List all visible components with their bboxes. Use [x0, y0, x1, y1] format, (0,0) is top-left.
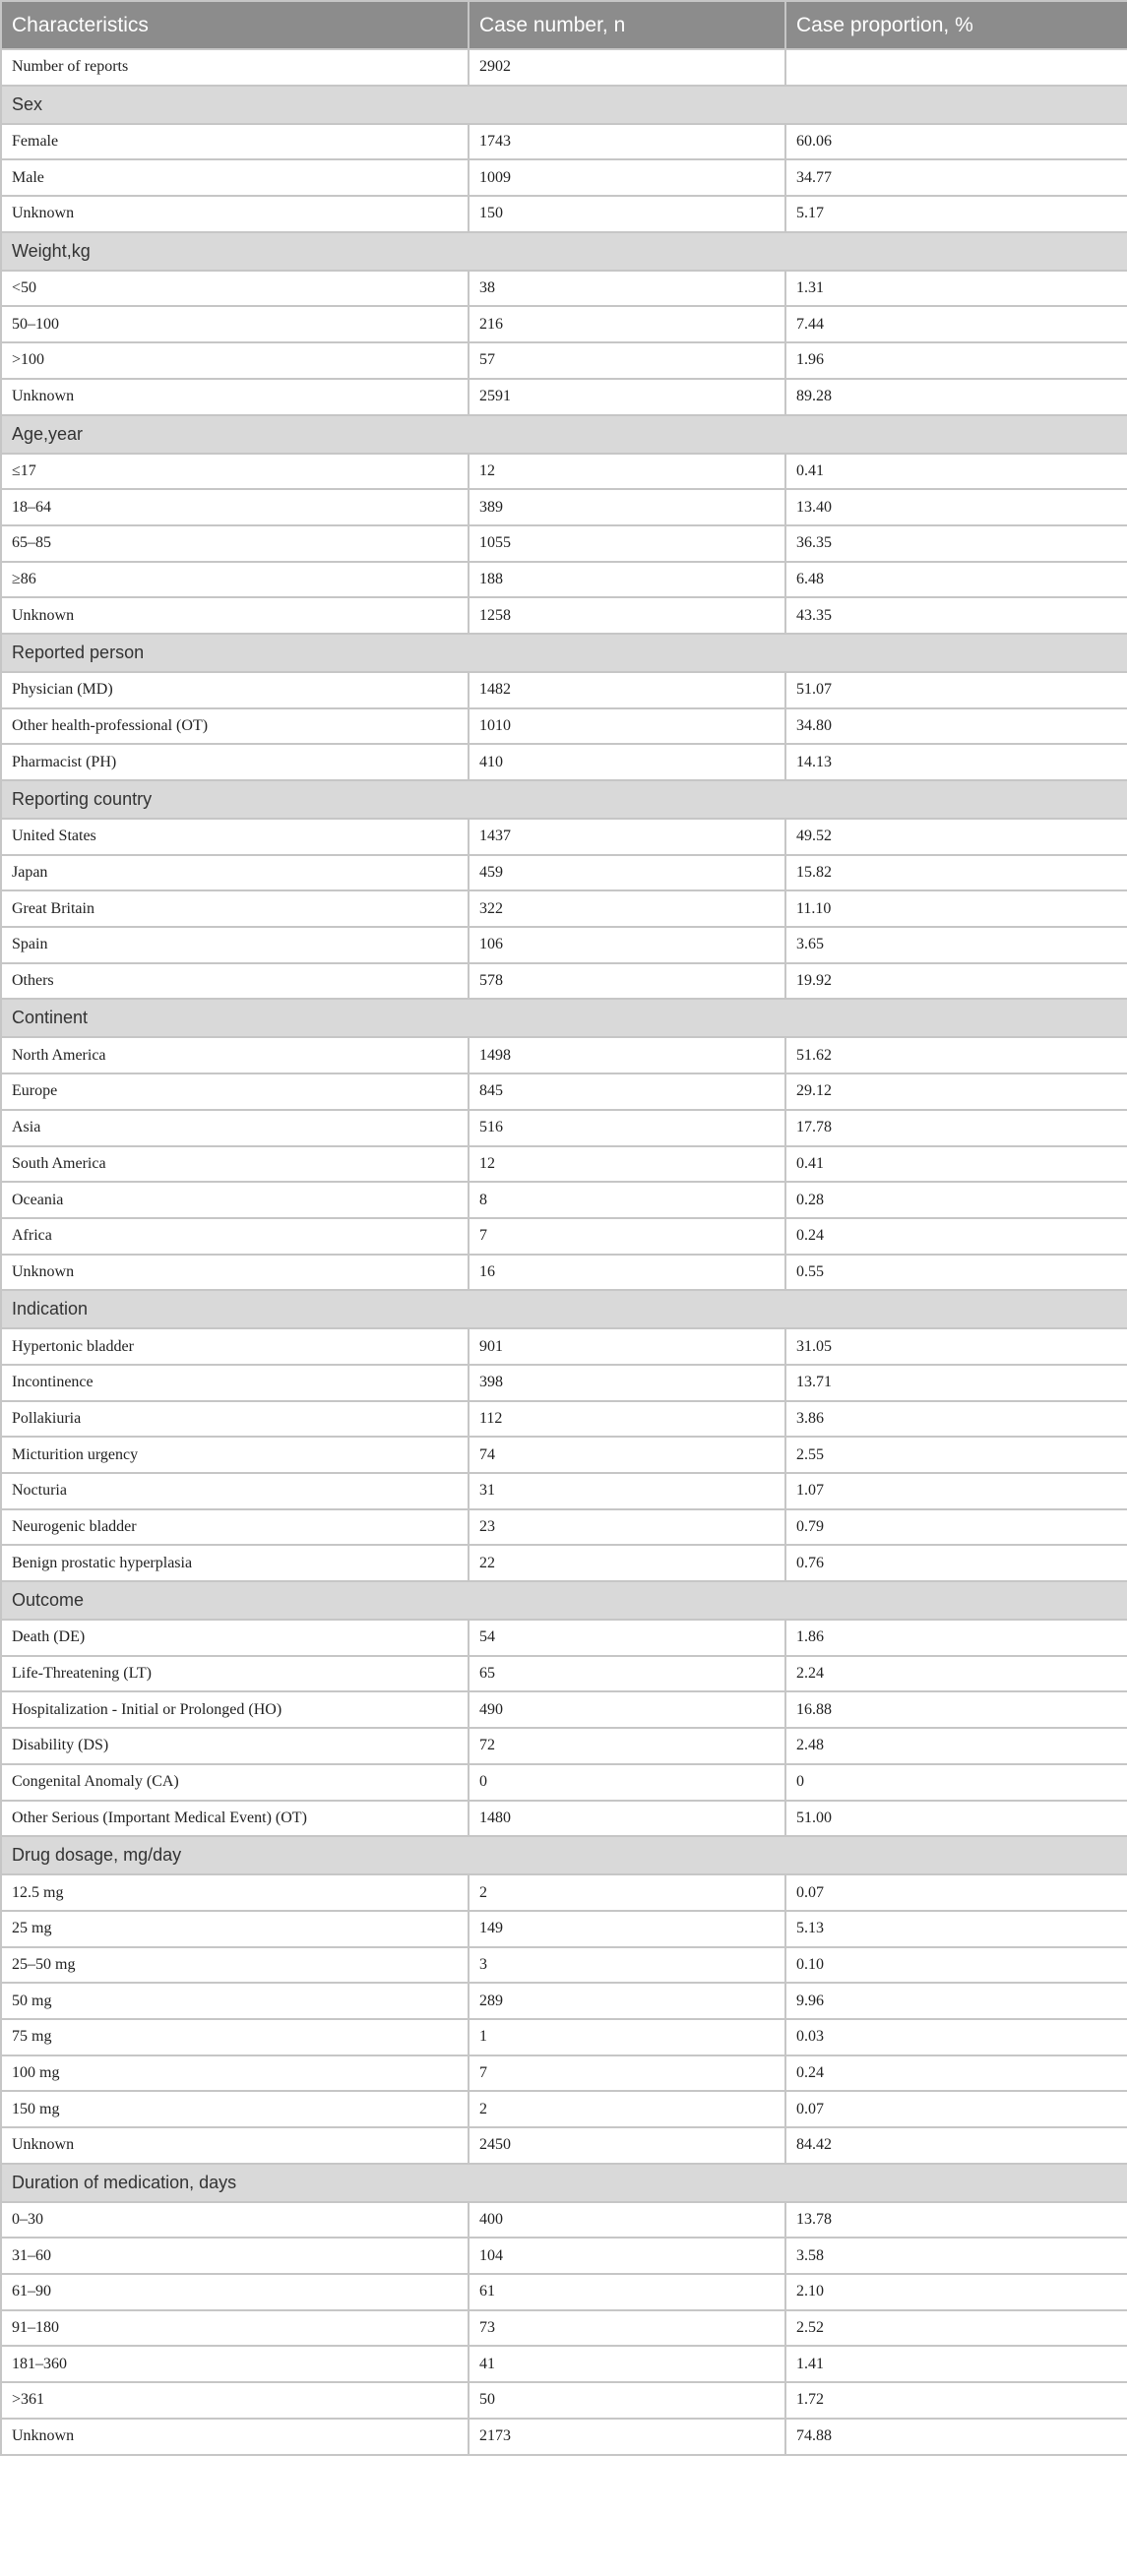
case-number-cell: 1055: [469, 525, 785, 562]
section-row: [1, 780, 1127, 819]
table-row: [1, 2382, 1127, 2419]
case-proportion-cell: 0.55: [785, 1255, 1127, 1291]
table-row: [1, 2238, 1127, 2274]
header-characteristics: Characteristics: [1, 1, 469, 49]
case-number-cell: 1480: [469, 1801, 785, 1837]
case-proportion-cell: 0.79: [785, 1509, 1127, 1546]
table-row: [1, 2202, 1127, 2239]
case-number-cell: 54: [469, 1620, 785, 1656]
table-row: [1, 1509, 1127, 1546]
row-label: 0–30: [1, 2202, 469, 2239]
row-label: 75 mg: [1, 2019, 469, 2055]
case-proportion-cell: 19.92: [785, 963, 1127, 1000]
table-row: [1, 2127, 1127, 2164]
table-row: [1, 1691, 1127, 1728]
section-label: Continent: [1, 999, 1127, 1037]
table-row: [1, 1620, 1127, 1656]
case-number-cell: 398: [469, 1365, 785, 1401]
table-row: [1, 2274, 1127, 2310]
row-label: 31–60: [1, 2238, 469, 2274]
section-label: Reporting country: [1, 780, 1127, 819]
table-row: [1, 855, 1127, 891]
case-proportion-cell: 7.44: [785, 306, 1127, 342]
table-row: [1, 1401, 1127, 1438]
row-label: Pharmacist (PH): [1, 744, 469, 780]
table-row: [1, 2055, 1127, 2092]
case-number-cell: 61: [469, 2274, 785, 2310]
case-proportion-cell: 0.28: [785, 1182, 1127, 1218]
row-label: Other Serious (Important Medical Event) (OT): [1, 1801, 469, 1837]
case-proportion-cell: 2.24: [785, 1656, 1127, 1692]
case-number-cell: 901: [469, 1328, 785, 1365]
section-row: [1, 1836, 1127, 1874]
case-proportion-cell: 43.35: [785, 597, 1127, 634]
case-number-cell: 2: [469, 2091, 785, 2127]
case-proportion-cell: 6.48: [785, 562, 1127, 598]
row-label: <50: [1, 271, 469, 307]
row-label: Number of reports: [1, 49, 469, 86]
table-row: [1, 379, 1127, 415]
case-number-cell: 1010: [469, 708, 785, 745]
table-row: [1, 49, 1127, 86]
row-label: 18–64: [1, 489, 469, 525]
case-proportion-cell: 74.88: [785, 2419, 1127, 2455]
row-label: 61–90: [1, 2274, 469, 2310]
row-label: Africa: [1, 1218, 469, 1255]
table-row: [1, 1037, 1127, 1073]
table-row: [1, 672, 1127, 708]
case-number-cell: 0: [469, 1764, 785, 1801]
header-row: [1, 1, 1127, 49]
case-proportion-cell: 16.88: [785, 1691, 1127, 1728]
table-row: [1, 489, 1127, 525]
case-proportion-cell: 11.10: [785, 890, 1127, 927]
table-row: [1, 124, 1127, 160]
row-label: Life-Threatening (LT): [1, 1656, 469, 1692]
table-row: [1, 159, 1127, 196]
table-row: [1, 1255, 1127, 1291]
case-number-cell: 3: [469, 1947, 785, 1984]
table-row: [1, 2019, 1127, 2055]
case-number-cell: 1258: [469, 597, 785, 634]
section-label: Outcome: [1, 1581, 1127, 1620]
row-label: Physician (MD): [1, 672, 469, 708]
case-number-cell: 50: [469, 2382, 785, 2419]
row-label: >361: [1, 2382, 469, 2419]
row-label: Others: [1, 963, 469, 1000]
table-row: [1, 1874, 1127, 1911]
case-proportion-cell: 0.41: [785, 454, 1127, 490]
case-number-cell: 188: [469, 562, 785, 598]
case-proportion-cell: 0.10: [785, 1947, 1127, 1984]
row-label: United States: [1, 819, 469, 855]
case-proportion-cell: 14.13: [785, 744, 1127, 780]
case-number-cell: 74: [469, 1437, 785, 1473]
case-proportion-cell: 36.35: [785, 525, 1127, 562]
case-proportion-cell: 34.80: [785, 708, 1127, 745]
case-proportion-cell: 5.13: [785, 1911, 1127, 1947]
case-proportion-cell: 0.24: [785, 1218, 1127, 1255]
section-row: [1, 1581, 1127, 1620]
case-proportion-cell: 0.76: [785, 1545, 1127, 1581]
case-number-cell: 65: [469, 1656, 785, 1692]
section-row: [1, 232, 1127, 271]
case-number-cell: 57: [469, 342, 785, 379]
row-label: 100 mg: [1, 2055, 469, 2092]
case-number-cell: 1743: [469, 124, 785, 160]
case-number-cell: 845: [469, 1073, 785, 1110]
case-proportion-cell: 51.00: [785, 1801, 1127, 1837]
case-number-cell: 31: [469, 1473, 785, 1509]
row-label: 65–85: [1, 525, 469, 562]
section-label: Sex: [1, 86, 1127, 124]
table-row: [1, 1328, 1127, 1365]
case-proportion-cell: 0.24: [785, 2055, 1127, 2092]
case-number-cell: 516: [469, 1110, 785, 1146]
case-number-cell: 41: [469, 2346, 785, 2382]
row-label: 91–180: [1, 2310, 469, 2347]
row-label: Pollakiuria: [1, 1401, 469, 1438]
case-number-cell: 1498: [469, 1037, 785, 1073]
row-label: Unknown: [1, 597, 469, 634]
table-row: [1, 819, 1127, 855]
table-row: [1, 1146, 1127, 1183]
case-proportion-cell: 49.52: [785, 819, 1127, 855]
table-row: [1, 196, 1127, 232]
row-label: South America: [1, 1146, 469, 1183]
case-number-cell: 7: [469, 1218, 785, 1255]
table-row: [1, 890, 1127, 927]
case-number-cell: 12: [469, 454, 785, 490]
case-proportion-cell: 5.17: [785, 196, 1127, 232]
row-label: Nocturia: [1, 1473, 469, 1509]
table-row: [1, 2310, 1127, 2347]
case-proportion-cell: 15.82: [785, 855, 1127, 891]
row-label: Unknown: [1, 2419, 469, 2455]
case-proportion-cell: 1.07: [785, 1473, 1127, 1509]
case-number-cell: 2173: [469, 2419, 785, 2455]
case-number-cell: 1437: [469, 819, 785, 855]
table-row: [1, 2346, 1127, 2382]
case-number-cell: 389: [469, 489, 785, 525]
section-label: Indication: [1, 1290, 1127, 1328]
table-row: [1, 1473, 1127, 1509]
case-number-cell: 410: [469, 744, 785, 780]
row-label: Oceania: [1, 1182, 469, 1218]
row-label: Female: [1, 124, 469, 160]
table-row: [1, 1947, 1127, 1984]
case-proportion-cell: 1.86: [785, 1620, 1127, 1656]
table-row: [1, 1110, 1127, 1146]
table-row: [1, 562, 1127, 598]
table-row: [1, 708, 1127, 745]
table-header: [1, 1, 1127, 49]
case-number-cell: 289: [469, 1983, 785, 2019]
row-label: Unknown: [1, 196, 469, 232]
case-proportion-cell: 29.12: [785, 1073, 1127, 1110]
row-label: Hypertonic bladder: [1, 1328, 469, 1365]
case-proportion-cell: 51.07: [785, 672, 1127, 708]
row-label: 181–360: [1, 2346, 469, 2382]
table-row: [1, 744, 1127, 780]
row-label: Asia: [1, 1110, 469, 1146]
row-label: Unknown: [1, 2127, 469, 2164]
case-proportion-cell: 89.28: [785, 379, 1127, 415]
case-number-cell: 112: [469, 1401, 785, 1438]
table-row: [1, 597, 1127, 634]
table-row: [1, 1728, 1127, 1764]
row-label: 150 mg: [1, 2091, 469, 2127]
case-proportion-cell: 9.96: [785, 1983, 1127, 2019]
table-row: [1, 1983, 1127, 2019]
section-label: Drug dosage, mg/day: [1, 1836, 1127, 1874]
row-label: Neurogenic bladder: [1, 1509, 469, 1546]
table-row: [1, 1218, 1127, 1255]
table-row: [1, 1073, 1127, 1110]
case-number-cell: 2450: [469, 2127, 785, 2164]
case-proportion-cell: 2.55: [785, 1437, 1127, 1473]
section-label: Duration of medication, days: [1, 2164, 1127, 2202]
case-proportion-cell: 0.41: [785, 1146, 1127, 1183]
case-proportion-cell: 1.72: [785, 2382, 1127, 2419]
section-row: [1, 86, 1127, 124]
case-proportion-cell: 13.78: [785, 2202, 1127, 2239]
case-proportion-cell: 0.07: [785, 1874, 1127, 1911]
row-label: Male: [1, 159, 469, 196]
row-label: Other health-professional (OT): [1, 708, 469, 745]
case-number-cell: 490: [469, 1691, 785, 1728]
case-proportion-cell: 34.77: [785, 159, 1127, 196]
case-number-cell: 22: [469, 1545, 785, 1581]
table-row: [1, 927, 1127, 963]
row-label: 50–100: [1, 306, 469, 342]
case-proportion-cell: 2.48: [785, 1728, 1127, 1764]
table-row: [1, 525, 1127, 562]
case-number-cell: 104: [469, 2238, 785, 2274]
case-number-cell: 73: [469, 2310, 785, 2347]
row-label: Death (DE): [1, 1620, 469, 1656]
row-label: Incontinence: [1, 1365, 469, 1401]
case-proportion-cell: [785, 49, 1127, 86]
row-label: Micturition urgency: [1, 1437, 469, 1473]
case-number-cell: 459: [469, 855, 785, 891]
row-label: Disability (DS): [1, 1728, 469, 1764]
case-proportion-cell: 3.86: [785, 1401, 1127, 1438]
case-proportion-cell: 84.42: [785, 2127, 1127, 2164]
table-row: [1, 1656, 1127, 1692]
case-proportion-cell: 51.62: [785, 1037, 1127, 1073]
table-row: [1, 1801, 1127, 1837]
table-row: [1, 1911, 1127, 1947]
case-number-cell: 322: [469, 890, 785, 927]
section-label: Age,year: [1, 415, 1127, 454]
section-row: [1, 2164, 1127, 2202]
row-label: ≤17: [1, 454, 469, 490]
table-row: [1, 1182, 1127, 1218]
case-proportion-cell: 3.65: [785, 927, 1127, 963]
header-case-proportion: Case proportion, %: [785, 1, 1127, 49]
case-number-cell: 2591: [469, 379, 785, 415]
case-number-cell: 1009: [469, 159, 785, 196]
case-proportion-cell: 1.31: [785, 271, 1127, 307]
table-row: [1, 2419, 1127, 2455]
case-proportion-cell: 0.03: [785, 2019, 1127, 2055]
table-row: [1, 342, 1127, 379]
table-row: [1, 271, 1127, 307]
case-number-cell: 1482: [469, 672, 785, 708]
row-label: Unknown: [1, 1255, 469, 1291]
row-label: Spain: [1, 927, 469, 963]
row-label: Japan: [1, 855, 469, 891]
row-label: Unknown: [1, 379, 469, 415]
case-number-cell: 578: [469, 963, 785, 1000]
case-proportion-cell: 13.40: [785, 489, 1127, 525]
table-row: [1, 1437, 1127, 1473]
row-label: Hospitalization - Initial or Prolonged (HO): [1, 1691, 469, 1728]
table-row: [1, 454, 1127, 490]
case-proportion-cell: 2.52: [785, 2310, 1127, 2347]
row-label: Congenital Anomaly (CA): [1, 1764, 469, 1801]
section-label: Weight,kg: [1, 232, 1127, 271]
row-label: North America: [1, 1037, 469, 1073]
table-row: [1, 1764, 1127, 1801]
section-row: [1, 999, 1127, 1037]
case-proportion-cell: 0.07: [785, 2091, 1127, 2127]
row-label: Great Britain: [1, 890, 469, 927]
row-label: 12.5 mg: [1, 1874, 469, 1911]
header-case-number: Case number, n: [469, 1, 785, 49]
case-number-cell: 400: [469, 2202, 785, 2239]
case-number-cell: 149: [469, 1911, 785, 1947]
case-proportion-cell: 17.78: [785, 1110, 1127, 1146]
case-number-cell: 23: [469, 1509, 785, 1546]
table-row: [1, 1545, 1127, 1581]
row-label: 25–50 mg: [1, 1947, 469, 1984]
table-row: [1, 2091, 1127, 2127]
case-number-cell: 72: [469, 1728, 785, 1764]
case-proportion-cell: 1.41: [785, 2346, 1127, 2382]
case-number-cell: 8: [469, 1182, 785, 1218]
section-row: [1, 415, 1127, 454]
table-row: [1, 306, 1127, 342]
case-number-cell: 12: [469, 1146, 785, 1183]
case-number-cell: 38: [469, 271, 785, 307]
case-number-cell: 150: [469, 196, 785, 232]
case-proportion-cell: 13.71: [785, 1365, 1127, 1401]
case-number-cell: 7: [469, 2055, 785, 2092]
row-label: ≥86: [1, 562, 469, 598]
row-label: >100: [1, 342, 469, 379]
section-row: [1, 1290, 1127, 1328]
case-number-cell: 2: [469, 1874, 785, 1911]
section-row: [1, 634, 1127, 672]
case-number-cell: 216: [469, 306, 785, 342]
case-number-cell: 1: [469, 2019, 785, 2055]
case-proportion-cell: 3.58: [785, 2238, 1127, 2274]
table-row: [1, 1365, 1127, 1401]
case-number-cell: 16: [469, 1255, 785, 1291]
row-label: Benign prostatic hyperplasia: [1, 1545, 469, 1581]
case-proportion-cell: 0: [785, 1764, 1127, 1801]
section-label: Reported person: [1, 634, 1127, 672]
case-proportion-cell: 1.96: [785, 342, 1127, 379]
row-label: 25 mg: [1, 1911, 469, 1947]
case-number-cell: 2902: [469, 49, 785, 86]
case-proportion-cell: 60.06: [785, 124, 1127, 160]
row-label: Europe: [1, 1073, 469, 1110]
table-row: [1, 963, 1127, 1000]
case-number-cell: 106: [469, 927, 785, 963]
row-label: 50 mg: [1, 1983, 469, 2019]
case-proportion-cell: 2.10: [785, 2274, 1127, 2310]
case-proportion-cell: 31.05: [785, 1328, 1127, 1365]
table-body: [1, 49, 1127, 2455]
